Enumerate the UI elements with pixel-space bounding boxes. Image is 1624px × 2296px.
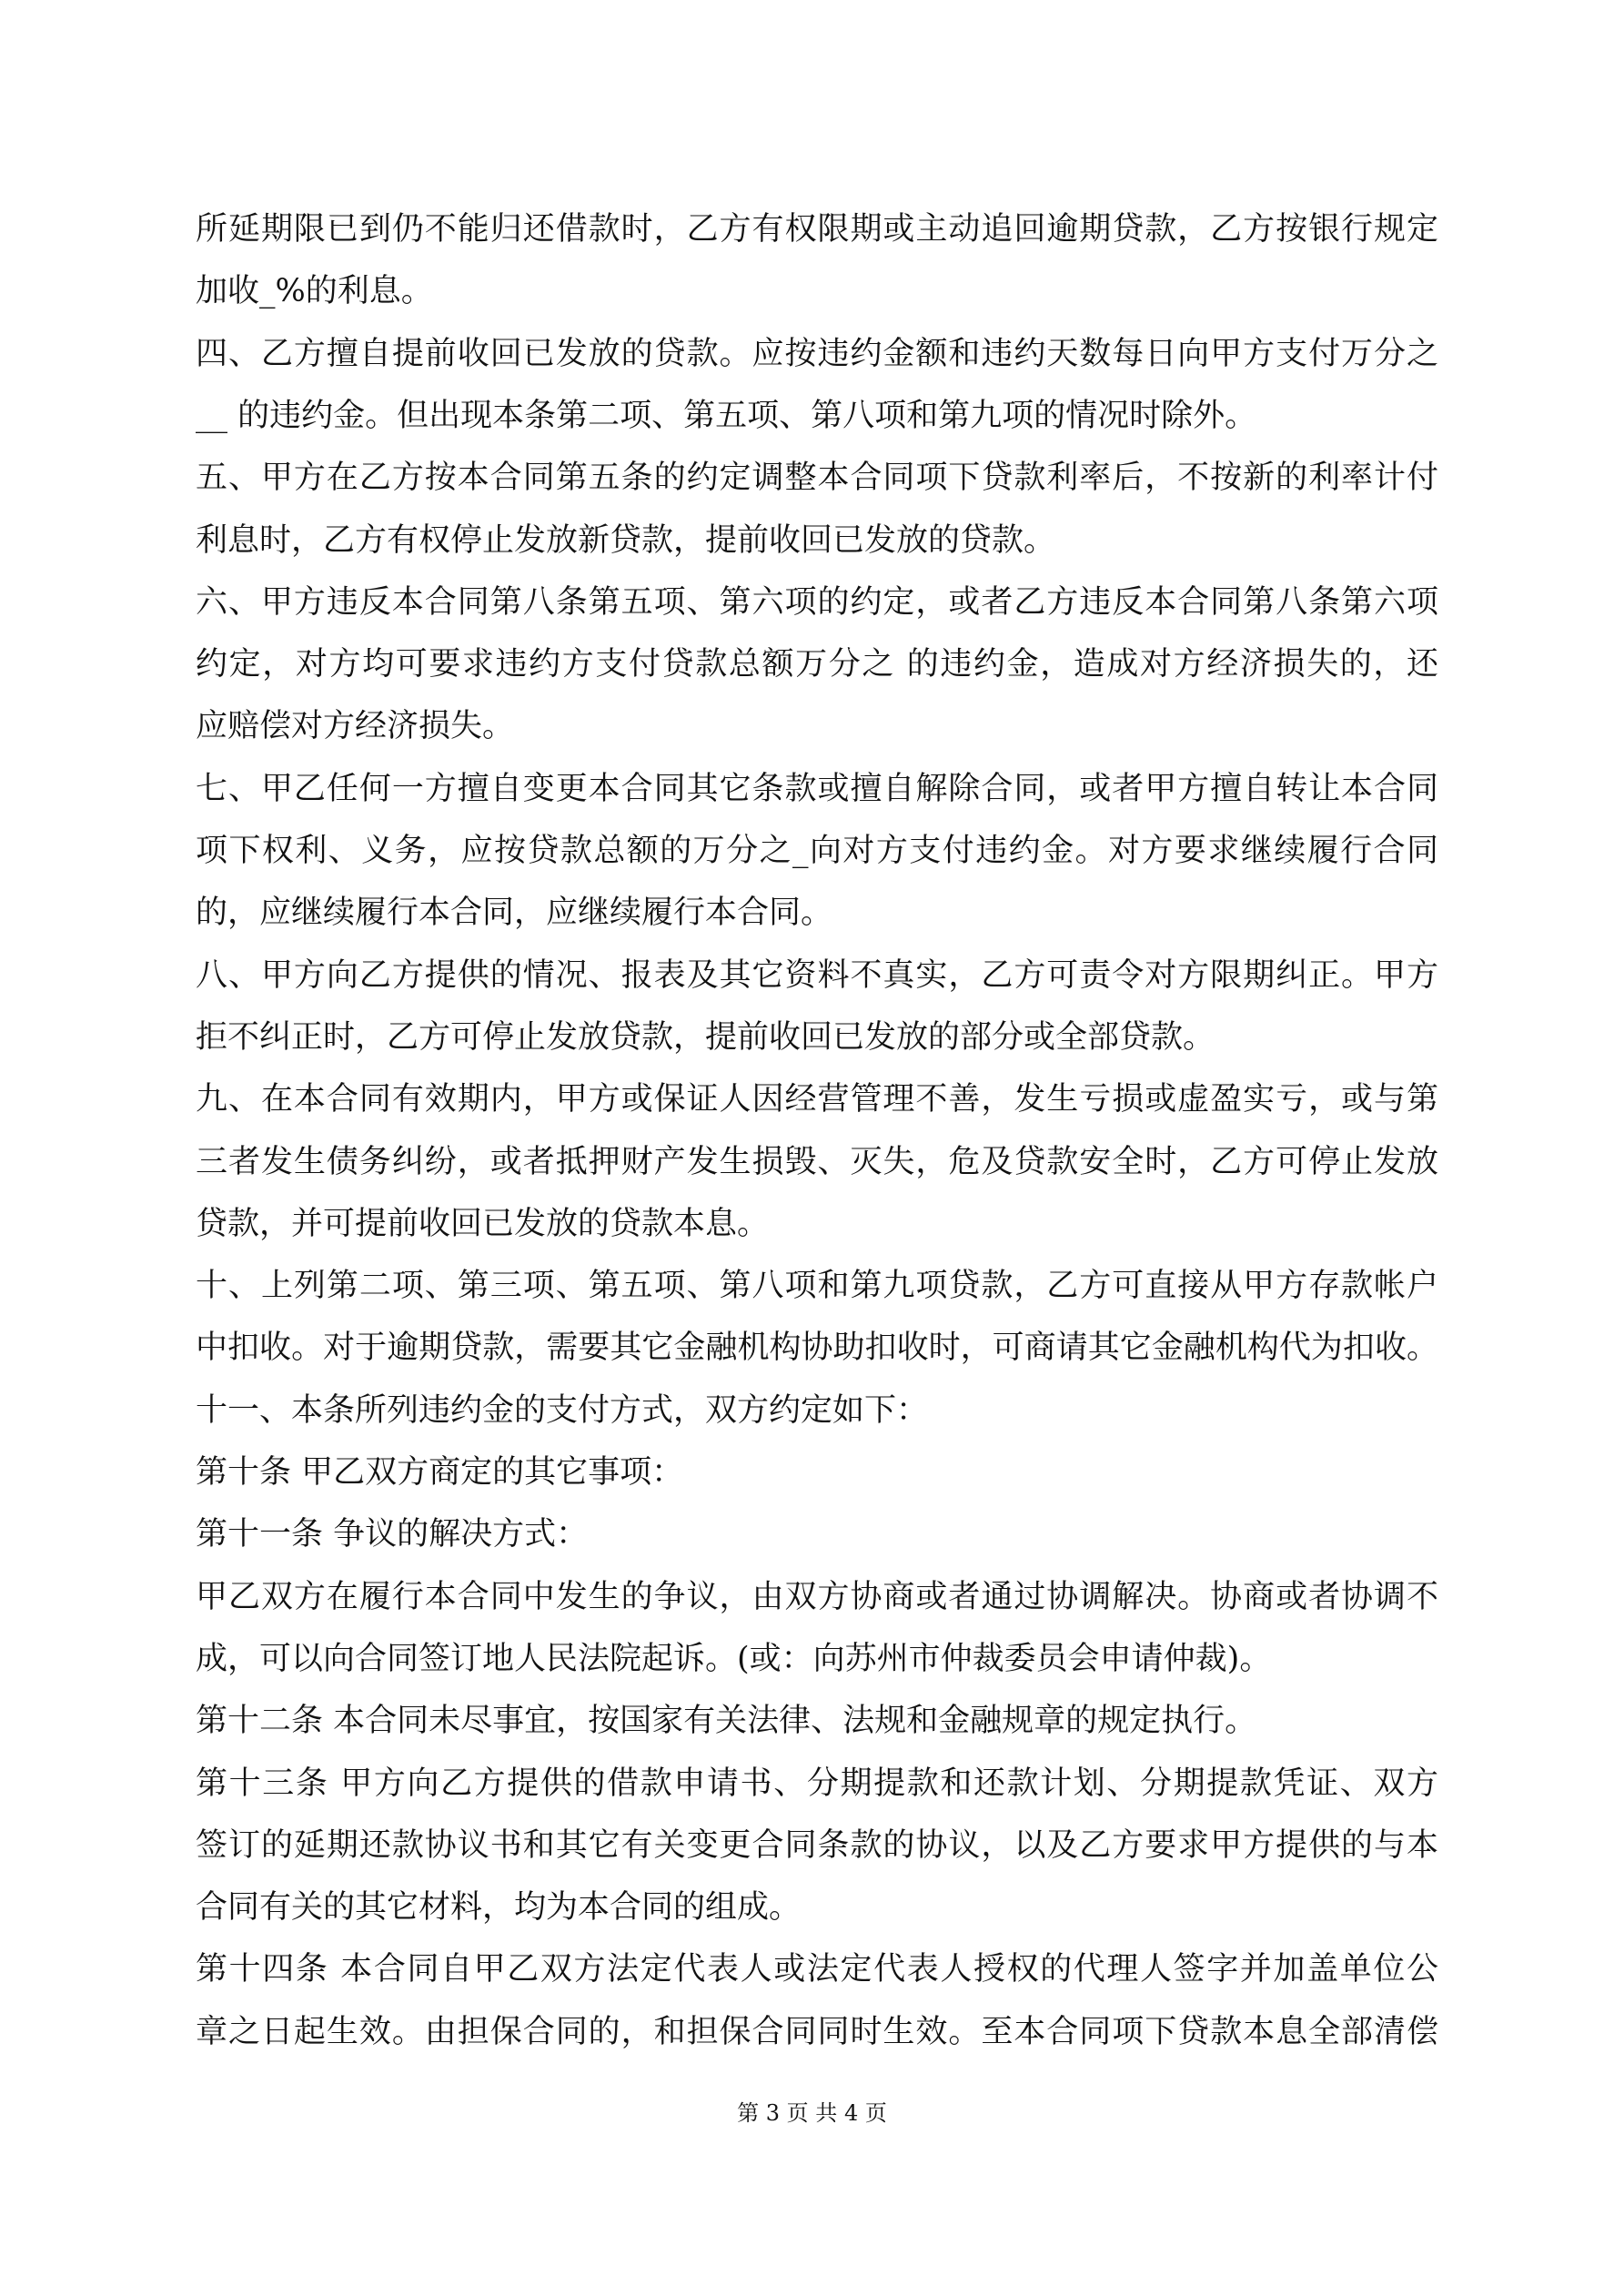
text-line: 拒不纠正时，乙方可停止发放贷款，提前收回已发放的部分或全部贷款。 — [196, 1018, 1215, 1056]
text-line: 合同有关的其它材料，均为本合同的组成。 — [196, 1889, 802, 1927]
text-line: 的，应继续履行本合同，应继续履行本合同。 — [196, 895, 833, 932]
text-line: 应赔偿对方经济损失。 — [196, 708, 515, 745]
text-line: 第十一条 争议的解决方式： — [196, 1516, 589, 1553]
text-line: 九、在本合同有效期内，甲方或保证人因经营管理不善，发生亏损或虚盈实亏，或与第 — [196, 1081, 1438, 1118]
text-line: 利息时，乙方有权停止发放新贷款，提前收回已发放的贷款。 — [196, 521, 1056, 559]
text-line: 四、乙方擅自提前收回已发放的贷款。应按违约金额和违约天数每日向甲方支付万分之 — [196, 335, 1438, 372]
text-line: 贷款，并可提前收回已发放的贷款本息。 — [196, 1205, 770, 1242]
text-line: 成，可以向合同签订地人民法院起诉。(或：向苏州市仲裁委员会申请仲裁)。 — [196, 1640, 1272, 1677]
text-line: 第十四条 本合同自甲乙双方法定代表人或法定代表人授权的代理人签字并加盖单位公 — [196, 1951, 1438, 1988]
text-line: 五、甲方在乙方按本合同第五条的约定调整本合同项下贷款利率后，不按新的利率计付 — [196, 460, 1438, 497]
text-line: 七、甲乙任何一方擅自变更本合同其它条款或擅自解除合同，或者甲方擅自转让本合同 — [196, 770, 1438, 807]
text-line: 章之日起生效。由担保合同的，和担保合同同时生效。至本合同项下贷款本息全部清偿 — [196, 2013, 1438, 2050]
text-line: 中扣收。对于逾期贷款，需要其它金融机构协助扣收时，可商请其它金融机构代为扣收。 — [196, 1330, 1438, 1367]
text-line: 三者发生债务纠纷，或者抵押财产发生损毁、灭失，危及贷款安全时，乙方可停止发放 — [196, 1143, 1438, 1180]
text-line: 十一、本条所列违约金的支付方式，双方约定如下： — [196, 1391, 929, 1429]
text-line: 六、甲方违反本合同第八条第五项、第六项的约定，或者乙方违反本合同第八条第六项 — [196, 583, 1438, 621]
text-line: 签订的延期还款协议书和其它有关变更合同条款的协议，以及乙方要求甲方提供的与本 — [196, 1826, 1438, 1864]
text-line: 八、甲方向乙方提供的情况、报表及其它资料不真实，乙方可责令对方限期纠正。甲方 — [196, 956, 1438, 994]
text-line: __ 的违约金。但出现本条第二项、第五项、第八项和第九项的情况时除外。 — [196, 397, 1257, 434]
text-line: 加收_%的利息。 — [196, 273, 433, 310]
text-line: 项下权利、义务，应按贷款总额的万分之_向对方支付违约金。对方要求继续履行合同 — [196, 833, 1438, 869]
text-line: 甲乙双方在履行本合同中发生的争议，由双方协商或者通过协调解决。协商或者协调不 — [196, 1578, 1438, 1615]
text-line: 第十二条 本合同未尽事宜，按国家有关法律、法规和金融规章的规定执行。 — [196, 1703, 1257, 1740]
text-line: 第十条 甲乙双方商定的其它事项： — [196, 1454, 684, 1491]
text-line: 约定，对方均可要求违约方支付贷款总额万分之 的违约金，造成对方经济损失的，还 — [196, 646, 1438, 683]
text-line: 第十三条 甲方向乙方提供的借款申请书、分期提款和还款计划、分期提款凭证、双方 — [196, 1765, 1438, 1802]
text-line: 所延期限已到仍不能归还借款时，乙方有权限期或主动追回逾期贷款，乙方按银行规定 — [196, 211, 1438, 248]
page-footer: 第 3 页 共 4 页 — [737, 2100, 887, 2126]
text-line: 十、上列第二项、第三项、第五项、第八项和第九项贷款，乙方可直接从甲方存款帐户 — [196, 1268, 1438, 1305]
